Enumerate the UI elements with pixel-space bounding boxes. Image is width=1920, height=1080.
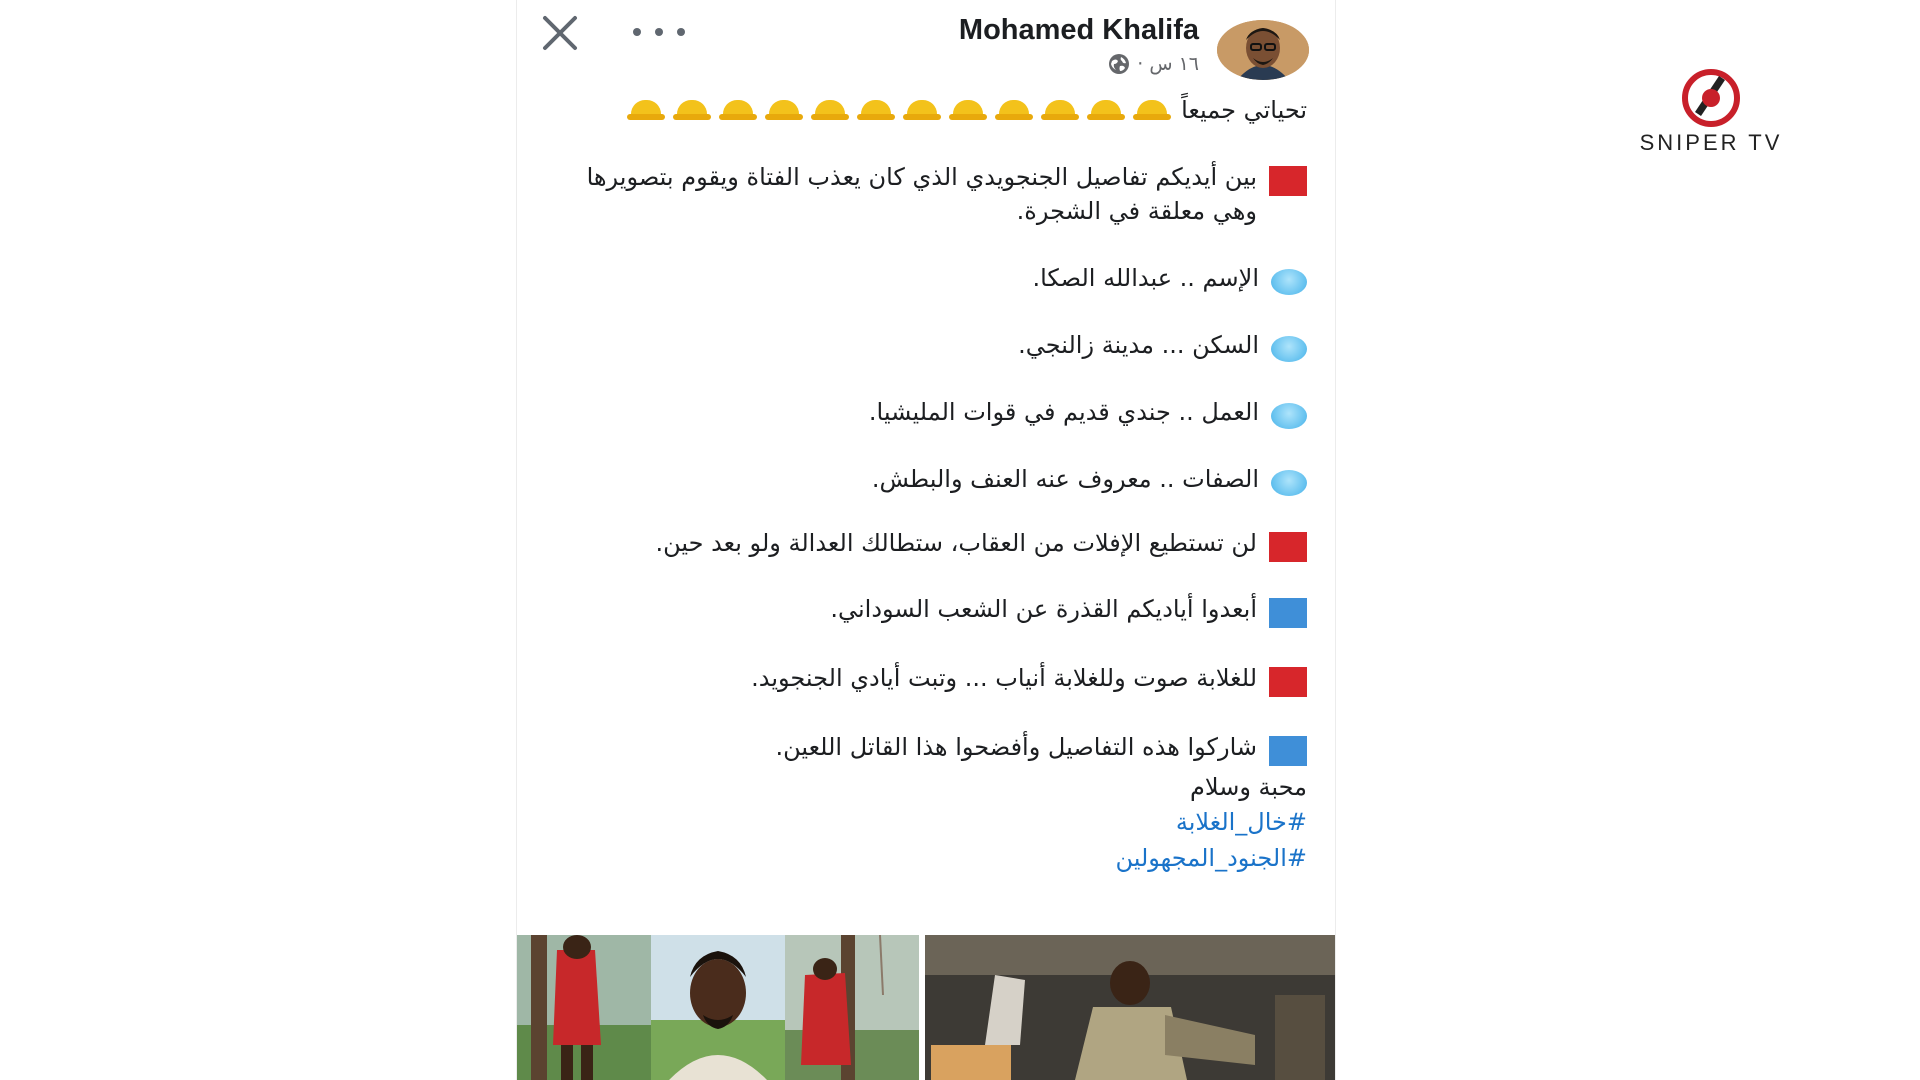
globe-icon [1107,52,1131,76]
blue-square-icon [1269,598,1307,628]
photo-image [651,935,785,1080]
avatar-image [1217,20,1309,80]
sniper-logo-icon [1681,68,1741,128]
bell-icon [995,100,1033,120]
brand-name: SNIPER TV [1639,130,1783,155]
author-avatar[interactable] [1217,20,1309,80]
post-photo[interactable] [517,935,651,1080]
blue-circle-icon [1271,269,1307,295]
bell-icon [1133,100,1171,120]
post-body [561,90,1307,876]
bell-icon [719,100,757,120]
post-time[interactable]: ١٦ س · [1137,53,1199,75]
bell-icon [627,100,665,120]
post-paragraph: بين أيديكم تفاصيل الجنجويدي الذي كان يعذب الفتاة ويقوم بتصويرها وهي معلقة في الشجرة. [561,160,1307,228]
hashtag-link[interactable]: #الجنود_المجهولين [1115,844,1307,872]
facebook-post [516,0,1336,1080]
blue-square-icon [1269,736,1307,766]
signoff-text: محبة وسلام [1190,773,1307,801]
post-paragraph: أبعدوا أياديكم القذرة عن الشعب السوداني. [561,592,1307,628]
post-meta [1107,52,1199,76]
post-photo[interactable] [925,935,1335,1080]
bell-icon [811,100,849,120]
red-square-icon [1269,667,1307,697]
bell-icon [949,100,987,120]
post-paragraph: العمل .. جندي قديم في قوات المليشيا. [561,395,1307,429]
bell-icon [673,100,711,120]
post-paragraph: السكن ... مدينة زالنجي. [561,328,1307,362]
photo-image [785,935,919,1080]
bell-icon [903,100,941,120]
greeting-text: تحياتي جميعاً [1181,96,1307,124]
post-photo[interactable] [651,935,785,1080]
close-button[interactable] [539,12,581,54]
bell-icon [1041,100,1079,120]
hashtag-link[interactable]: #خال_الغلابة [1175,808,1307,836]
bell-emoji-row [627,100,1171,120]
red-square-icon [1269,532,1307,562]
bell-icon [765,100,803,120]
photo-image [925,935,1335,1080]
post-paragraph: لن تستطيع الإفلات من العقاب، ستطالك العدالة ولو بعد حين. [561,526,1307,562]
photo-image [517,935,651,1080]
more-options-button[interactable] [633,22,685,42]
red-square-icon [1269,166,1307,196]
more-options-icon [633,28,641,36]
post-paragraph: للغلابة صوت وللغلابة أنياب ... وتبت أيادي الجنجويد. [561,661,1307,697]
close-icon [539,12,581,54]
post-photo[interactable] [785,935,919,1080]
author-name[interactable]: Mohamed Khalifa [958,14,1199,46]
blue-circle-icon [1271,470,1307,496]
bell-icon [857,100,895,120]
greeting-line [561,90,1307,130]
post-paragraph: الإسم .. عبدالله الصكا. [561,261,1307,295]
post-photos [517,935,1335,1080]
sniper-tv-logo [1636,64,1786,164]
blue-circle-icon [1271,336,1307,362]
blue-circle-icon [1271,403,1307,429]
post-paragraph: الصفات .. معروف عنه العنف والبطش. [561,462,1307,496]
post-paragraph: شاركوا هذه التفاصيل وأفضحوا هذا القاتل اللعين. [561,730,1307,766]
bell-icon [1087,100,1125,120]
